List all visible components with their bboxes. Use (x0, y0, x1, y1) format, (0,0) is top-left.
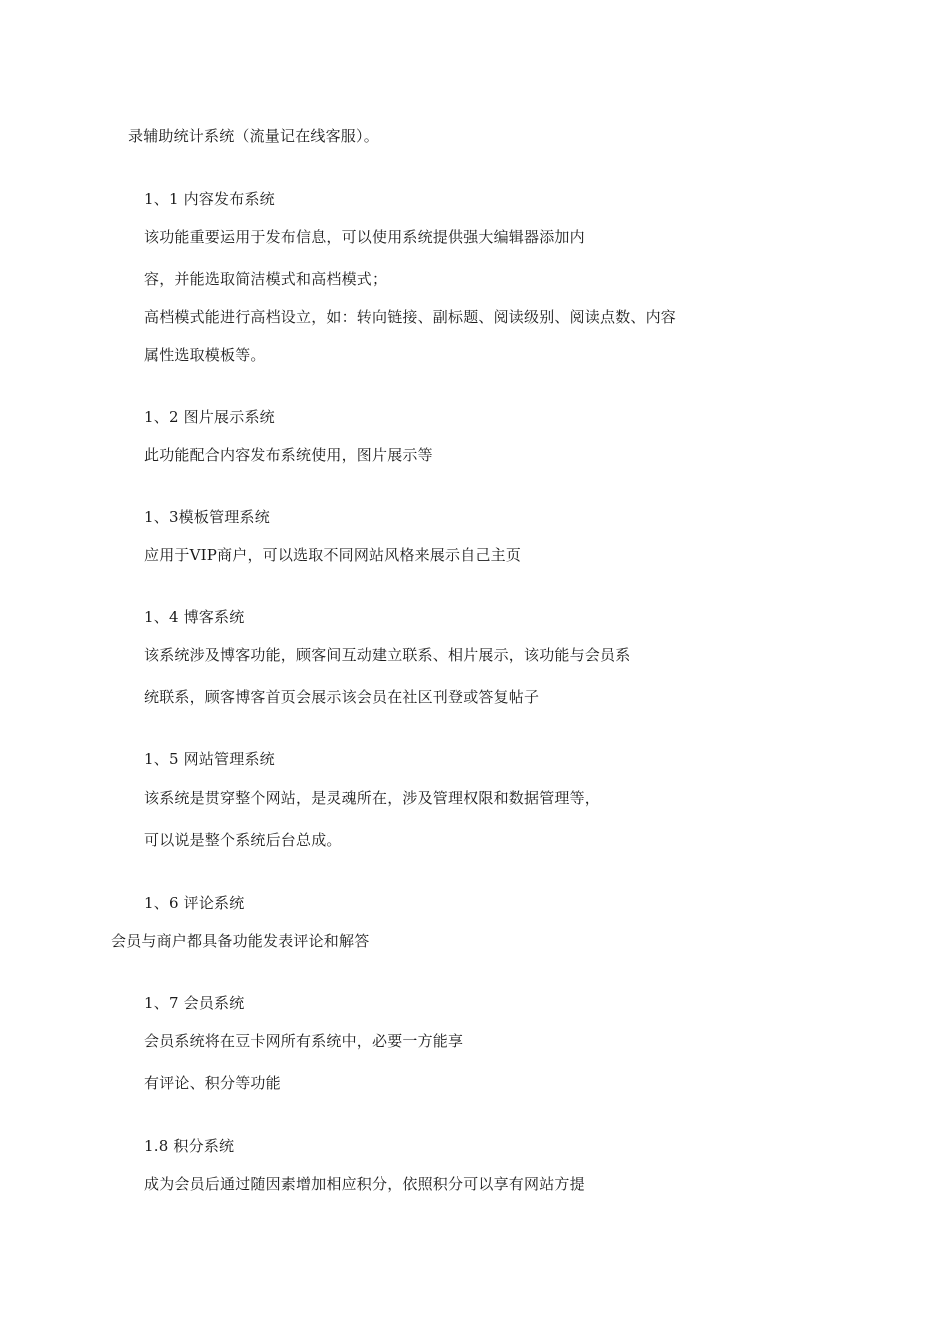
paragraph-line: 容，并能选取简洁模式和高档模式； (144, 270, 388, 288)
section-heading-site-management: 1、5 网站管理系统 (144, 750, 275, 768)
intro-line: 录辅助统计系统（流量记在线客服）。 (128, 127, 379, 145)
section-heading-member: 1、7 会员系统 (144, 994, 245, 1012)
paragraph-line: 成为会员后通过随因素增加相应积分，依照积分可以享有网站方提 (144, 1175, 585, 1193)
section-heading-template-management: 1、3模板管理系统 (144, 508, 270, 526)
paragraph-line: 统联系，顾客博客首页会展示该会员在社区刊登或答复帖子 (144, 688, 540, 706)
paragraph-line: 可以说是整个系统后台总成。 (144, 831, 342, 849)
paragraph-line: 会员与商户都具备功能发表评论和解答 (111, 932, 370, 950)
paragraph-line: 会员系统将在豆卡网所有系统中，必要一方能享 (144, 1032, 464, 1050)
paragraph-line: 属性选取模板等。 (144, 346, 266, 364)
section-heading-points: 1.8 积分系统 (144, 1137, 235, 1155)
section-heading-image-display: 1、2 图片展示系统 (144, 408, 275, 426)
paragraph-line: 该系统是贯穿整个网站，是灵魂所在，涉及管理权限和数据管理等， (144, 789, 601, 807)
paragraph-line: 应用于VIP商户，可以选取不同网站风格来展示自己主页 (144, 546, 522, 564)
paragraph-line: 该系统涉及博客功能，顾客间互动建立联系、相片展示，该功能与会员系 (144, 646, 631, 664)
paragraph-line: 高档模式能进行高档设立，如：转向链接、副标题、阅读级别、阅读点数、内容 (144, 308, 677, 326)
section-heading-blog: 1、4 博客系统 (144, 608, 245, 626)
paragraph-line: 此功能配合内容发布系统使用，图片展示等 (144, 446, 433, 464)
section-heading-content-publish: 1、1 内容发布系统 (144, 190, 275, 208)
paragraph-line: 该功能重要运用于发布信息，可以使用系统提供强大编辑器添加内 (144, 228, 585, 246)
paragraph-line: 有评论、积分等功能 (144, 1074, 281, 1092)
section-heading-comment: 1、6 评论系统 (144, 894, 245, 912)
